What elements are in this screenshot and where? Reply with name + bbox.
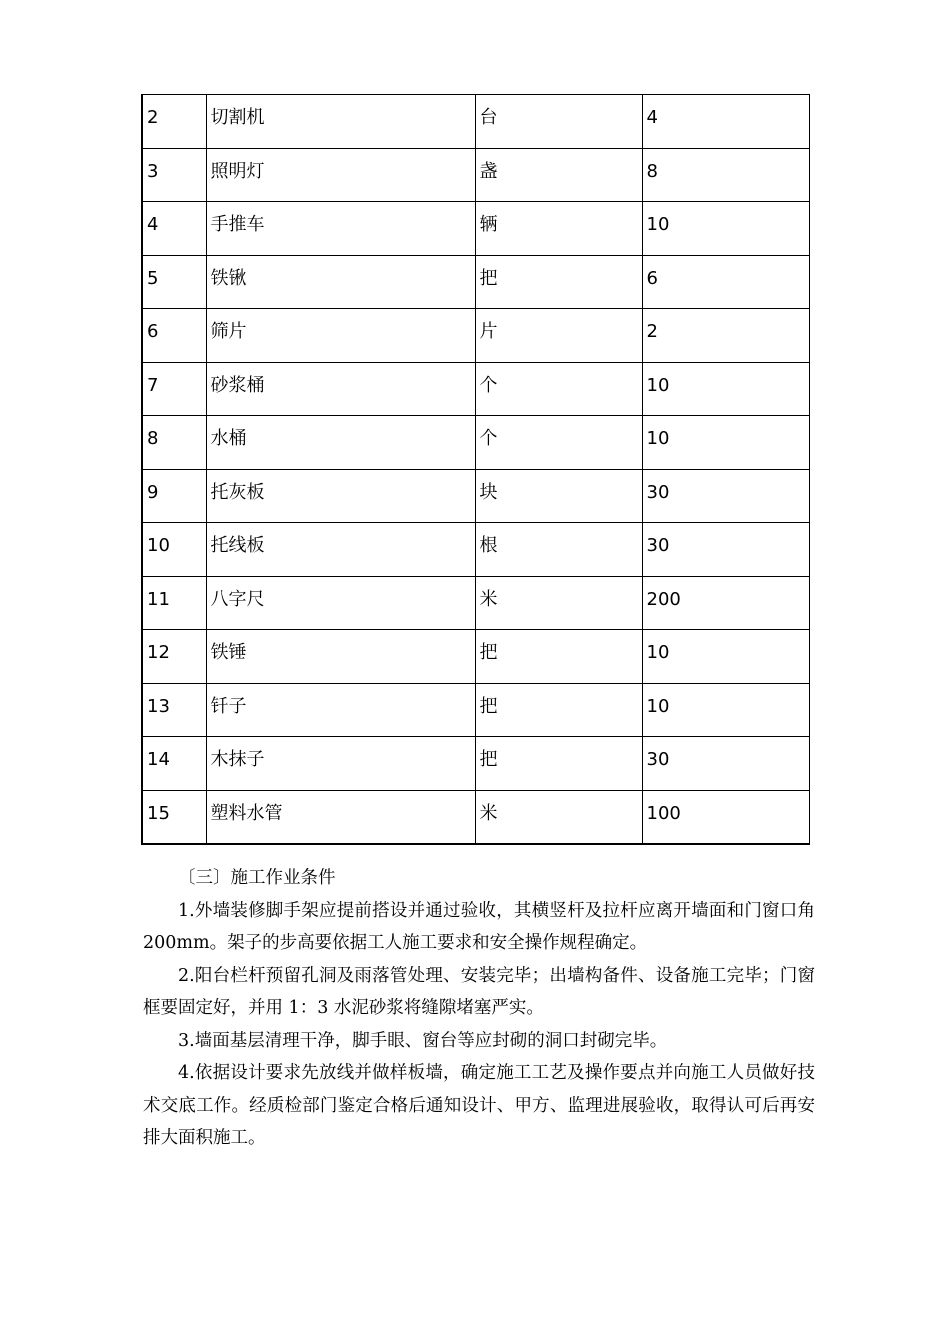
quantity-cell: 100 xyxy=(642,790,809,844)
tool-name-cell: 筛片 xyxy=(206,309,475,363)
quantity-cell: 8 xyxy=(642,148,809,202)
row-number-cell: 6 xyxy=(142,309,206,363)
quantity-cell: 200 xyxy=(642,576,809,630)
paragraph-2: 2.阳台栏杆预留孔洞及雨落管处理、安装完毕；出墙构备件、设备施工完毕；门窗框要固定好，并用 1：3 水泥砂浆将缝隙堵塞严实。 xyxy=(143,965,815,1018)
unit-cell: 把 xyxy=(475,255,642,309)
table-row xyxy=(142,469,809,523)
quantity-cell: 2 xyxy=(642,309,809,363)
unit-cell: 块 xyxy=(475,469,642,523)
row-number-cell: 2 xyxy=(142,95,206,149)
tool-name-cell: 木抹子 xyxy=(206,737,475,791)
table-row xyxy=(142,630,809,684)
tool-name-cell: 切割机 xyxy=(206,95,475,149)
tool-name-cell: 水桶 xyxy=(206,416,475,470)
paragraph-4: 4.依据设计要求先放线并做样板墙，确定施工工艺及操作要点并向施工人员做好技术交底工作。经质检部门鉴定合格后通知设计、甲方、监理进展验收，取得认可后再安排大面积施工。 xyxy=(143,1063,815,1148)
row-number-cell: 4 xyxy=(142,202,206,256)
quantity-cell: 30 xyxy=(642,737,809,791)
table-row xyxy=(142,148,809,202)
row-number-cell: 9 xyxy=(142,469,206,523)
table-row xyxy=(142,255,809,309)
tool-name-cell: 手推车 xyxy=(206,202,475,256)
unit-cell: 辆 xyxy=(475,202,642,256)
table-row xyxy=(142,523,809,577)
unit-cell: 盏 xyxy=(475,148,642,202)
table-row xyxy=(142,683,809,737)
tool-name-cell: 托线板 xyxy=(206,523,475,577)
quantity-cell: 4 xyxy=(642,95,809,149)
tools-table xyxy=(141,94,810,845)
paragraph-3: 3.墙面基层清理干净，脚手眼、窗台等应封砌的洞口封砌完毕。 xyxy=(178,1030,668,1051)
unit-cell: 米 xyxy=(475,576,642,630)
table-row xyxy=(142,790,809,844)
quantity-cell: 10 xyxy=(642,416,809,470)
paragraph-1: 1.外墙装修脚手架应提前搭设并通过验收，其横竖杆及拉杆应离开墙面和门窗口角 200mm。架子的步高要依据工人施工要求和安全操作规程确定。 xyxy=(143,900,815,953)
tool-name-cell: 钎子 xyxy=(206,683,475,737)
table-row xyxy=(142,309,809,363)
unit-cell: 个 xyxy=(475,416,642,470)
table-row xyxy=(142,576,809,630)
tool-name-cell: 托灰板 xyxy=(206,469,475,523)
row-number-cell: 10 xyxy=(142,523,206,577)
table-row xyxy=(142,737,809,791)
table-row xyxy=(142,95,809,149)
section-heading: 〔三〕施工作业条件 xyxy=(178,868,336,888)
tool-name-cell: 铁锹 xyxy=(206,255,475,309)
unit-cell: 把 xyxy=(475,630,642,684)
unit-cell: 米 xyxy=(475,790,642,844)
quantity-cell: 10 xyxy=(642,630,809,684)
table-row xyxy=(142,416,809,470)
tool-name-cell: 砂浆桶 xyxy=(206,362,475,416)
unit-cell: 把 xyxy=(475,683,642,737)
tool-name-cell: 照明灯 xyxy=(206,148,475,202)
row-number-cell: 8 xyxy=(142,416,206,470)
row-number-cell: 12 xyxy=(142,630,206,684)
table-row xyxy=(142,362,809,416)
construction-conditions-section xyxy=(143,862,815,1155)
row-number-cell: 7 xyxy=(142,362,206,416)
unit-cell: 台 xyxy=(475,95,642,149)
row-number-cell: 11 xyxy=(142,576,206,630)
tools-table-body xyxy=(142,95,809,844)
row-number-cell: 5 xyxy=(142,255,206,309)
row-number-cell: 13 xyxy=(142,683,206,737)
unit-cell: 把 xyxy=(475,737,642,791)
quantity-cell: 6 xyxy=(642,255,809,309)
quantity-cell: 10 xyxy=(642,683,809,737)
quantity-cell: 10 xyxy=(642,362,809,416)
row-number-cell: 3 xyxy=(142,148,206,202)
tool-name-cell: 八字尺 xyxy=(206,576,475,630)
table-row xyxy=(142,202,809,256)
tool-name-cell: 塑料水管 xyxy=(206,790,475,844)
quantity-cell: 30 xyxy=(642,523,809,577)
row-number-cell: 15 xyxy=(142,790,206,844)
row-number-cell: 14 xyxy=(142,737,206,791)
tool-name-cell: 铁锤 xyxy=(206,630,475,684)
unit-cell: 个 xyxy=(475,362,642,416)
unit-cell: 根 xyxy=(475,523,642,577)
quantity-cell: 10 xyxy=(642,202,809,256)
unit-cell: 片 xyxy=(475,309,642,363)
quantity-cell: 30 xyxy=(642,469,809,523)
